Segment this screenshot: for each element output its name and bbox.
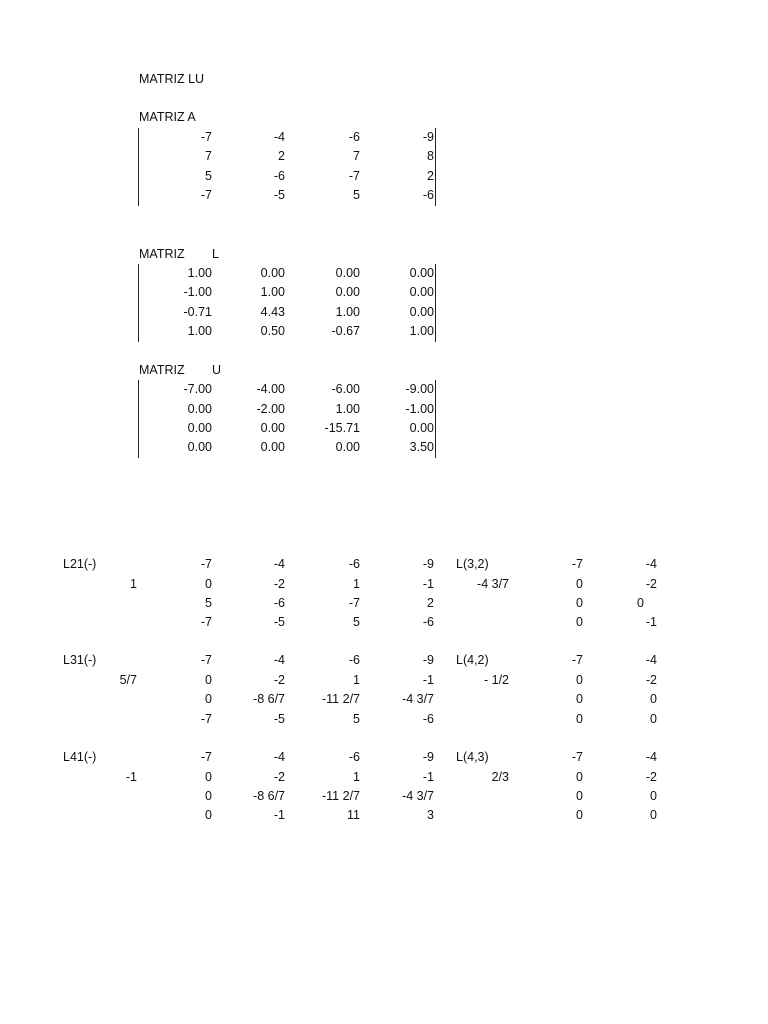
step-factor: 5/7: [119, 673, 137, 687]
step-cell: 0: [576, 770, 583, 784]
step-cell: -2: [273, 577, 285, 591]
matrix-u-cell: 0.00: [260, 440, 285, 454]
step-cell: -7: [348, 596, 360, 610]
matrix-u-cell: -7.00: [183, 382, 212, 396]
step-cell: -6: [422, 615, 434, 629]
matrix-l-cell: 0.00: [409, 285, 434, 299]
step-cell: 1: [353, 577, 360, 591]
step-cell: 0: [205, 808, 212, 822]
step-cell: -6: [422, 712, 434, 726]
step-cell: 0: [205, 789, 212, 803]
matrix-u-cell: 3.50: [409, 440, 434, 454]
step-cell: -9: [422, 557, 434, 571]
step-factor: -1: [125, 770, 137, 784]
step-cell: -4: [273, 653, 285, 667]
step-cell: 0: [650, 692, 657, 706]
step-cell: 0: [576, 692, 583, 706]
step-cell: 0: [205, 770, 212, 784]
step-cell: -4: [645, 750, 657, 764]
matrix-a-cell: -6: [422, 188, 434, 202]
step-factor: - 1/2: [483, 673, 509, 687]
step-label: L31(-): [63, 653, 97, 667]
step-cell: 5: [353, 712, 360, 726]
matrix-u-cell: -6.00: [331, 382, 360, 396]
matrix-l-cell: 1.00: [187, 266, 212, 280]
step-cell: -4: [645, 557, 657, 571]
step-cell: -1: [422, 577, 434, 591]
step-cell: 0: [576, 615, 583, 629]
matrix-a-cell: -7: [200, 130, 212, 144]
matrix-a-cell: -5: [273, 188, 285, 202]
step-cell: -4 3/7: [402, 789, 434, 803]
step-cell: -11 2/7: [322, 789, 360, 803]
step-cell: -9: [422, 653, 434, 667]
matrix-u-cell: 0.00: [187, 421, 212, 435]
matrix-a-cell: 2: [427, 169, 434, 183]
step-cell: -7: [571, 750, 583, 764]
step-cell: -6: [348, 557, 360, 571]
step-cell: -6: [348, 653, 360, 667]
step-cell: 0: [576, 789, 583, 803]
matrix-a-cell: -9: [422, 130, 434, 144]
matrix-a-cell: 5: [205, 169, 212, 183]
matrix-u-cell: 0.00: [260, 421, 285, 435]
matrix-u-cell: -9.00: [405, 382, 434, 396]
matrix-a-cell: -4: [273, 130, 285, 144]
step-cell: -4: [273, 557, 285, 571]
step-label: L(3,2): [456, 557, 489, 571]
step-cell: 0: [637, 596, 644, 610]
matrix-a-cell: 8: [427, 149, 434, 163]
matrix-a-cell: 7: [353, 149, 360, 163]
step-cell: -8 6/7: [253, 789, 285, 803]
step-cell: -2: [645, 673, 657, 687]
matrix-l-cell: 0.00: [409, 266, 434, 280]
step-factor: 1: [130, 577, 137, 591]
step-cell: 0: [576, 577, 583, 591]
sheet-title: MATRIZ LU: [139, 72, 205, 86]
matrix-a-right-bracket: [435, 128, 436, 206]
matrix-u-cell: 0.00: [409, 421, 434, 435]
step-factor: -4 3/7: [477, 577, 509, 591]
step-cell: 0: [650, 808, 657, 822]
matrix-u-cell: 0.00: [187, 402, 212, 416]
step-cell: 3: [427, 808, 434, 822]
matrix-a-cell: 5: [353, 188, 360, 202]
matrix-u-label: MATRIZ: [139, 363, 185, 377]
step-cell: 0: [576, 712, 583, 726]
step-cell: -2: [645, 770, 657, 784]
step-cell: -7: [571, 557, 583, 571]
step-cell: -1: [645, 615, 657, 629]
matrix-u-cell: -15.71: [324, 421, 360, 435]
step-cell: -5: [273, 615, 285, 629]
matrix-l-cell: 0.00: [335, 285, 360, 299]
matrix-l-cell: 4.43: [260, 305, 285, 319]
matrix-l-left-bracket: [138, 264, 139, 342]
step-cell: -9: [422, 750, 434, 764]
step-factor: 2/3: [491, 770, 509, 784]
matrix-l-cell: -1.00: [183, 285, 212, 299]
step-label: L21(-): [63, 557, 97, 571]
matrix-u-letter: U: [212, 363, 222, 377]
step-label: L41(-): [63, 750, 97, 764]
step-cell: -6: [273, 596, 285, 610]
step-cell: 0: [650, 789, 657, 803]
matrix-l-label: MATRIZ: [139, 247, 185, 261]
step-label: L(4,3): [456, 750, 489, 764]
step-cell: -7: [200, 750, 212, 764]
step-cell: -4: [273, 750, 285, 764]
matrix-u-cell: -4.00: [256, 382, 285, 396]
matrix-l-cell: 0.00: [335, 266, 360, 280]
matrix-l-cell: 0.00: [409, 305, 434, 319]
matrix-u-cell: 0.00: [335, 440, 360, 454]
matrix-l-cell: 0.50: [260, 324, 285, 338]
step-cell: 0: [576, 596, 583, 610]
step-cell: 0: [576, 673, 583, 687]
matrix-l-right-bracket: [435, 264, 436, 342]
matrix-a-cell: -7: [348, 169, 360, 183]
step-cell: 5: [205, 596, 212, 610]
step-cell: -7: [200, 712, 212, 726]
matrix-a-cell: 7: [205, 149, 212, 163]
matrix-l-letter: L: [212, 247, 219, 261]
step-cell: 0: [205, 673, 212, 687]
step-cell: -8 6/7: [253, 692, 285, 706]
matrix-u-left-bracket: [138, 380, 139, 458]
matrix-u-cell: 1.00: [335, 402, 360, 416]
step-cell: -7: [571, 653, 583, 667]
step-cell: 11: [347, 808, 360, 822]
step-cell: 2: [427, 596, 434, 610]
matrix-a-cell: -6: [348, 130, 360, 144]
step-cell: -2: [645, 577, 657, 591]
matrix-a-cell: 2: [278, 149, 285, 163]
step-cell: -11 2/7: [322, 692, 360, 706]
step-cell: 0: [205, 692, 212, 706]
matrix-a-label: MATRIZ A: [139, 110, 196, 124]
matrix-a-cell: -7: [200, 188, 212, 202]
step-cell: -2: [273, 673, 285, 687]
matrix-l-cell: 1.00: [409, 324, 434, 338]
step-cell: 0: [650, 712, 657, 726]
step-cell: -1: [273, 808, 285, 822]
matrix-l-cell: 1.00: [335, 305, 360, 319]
matrix-u-cell: -1.00: [405, 402, 434, 416]
matrix-u-cell: -2.00: [256, 402, 285, 416]
matrix-l-cell: -0.67: [331, 324, 360, 338]
step-cell: 1: [353, 673, 360, 687]
step-cell: -7: [200, 653, 212, 667]
matrix-l-cell: -0.71: [183, 305, 212, 319]
matrix-l-cell: 0.00: [260, 266, 285, 280]
step-cell: -2: [273, 770, 285, 784]
matrix-a-cell: -6: [273, 169, 285, 183]
step-cell: -5: [273, 712, 285, 726]
matrix-a-left-bracket: [138, 128, 139, 206]
step-cell: 1: [353, 770, 360, 784]
matrix-l-cell: 1.00: [187, 324, 212, 338]
matrix-u-right-bracket: [435, 380, 436, 458]
step-cell: 0: [576, 808, 583, 822]
step-label: L(4,2): [456, 653, 489, 667]
step-cell: 5: [353, 615, 360, 629]
step-cell: -1: [422, 673, 434, 687]
step-cell: -4 3/7: [402, 692, 434, 706]
step-cell: -7: [200, 615, 212, 629]
matrix-l-cell: 1.00: [260, 285, 285, 299]
matrix-u-cell: 0.00: [187, 440, 212, 454]
step-cell: 0: [205, 577, 212, 591]
step-cell: -1: [422, 770, 434, 784]
step-cell: -7: [200, 557, 212, 571]
step-cell: -4: [645, 653, 657, 667]
step-cell: -6: [348, 750, 360, 764]
